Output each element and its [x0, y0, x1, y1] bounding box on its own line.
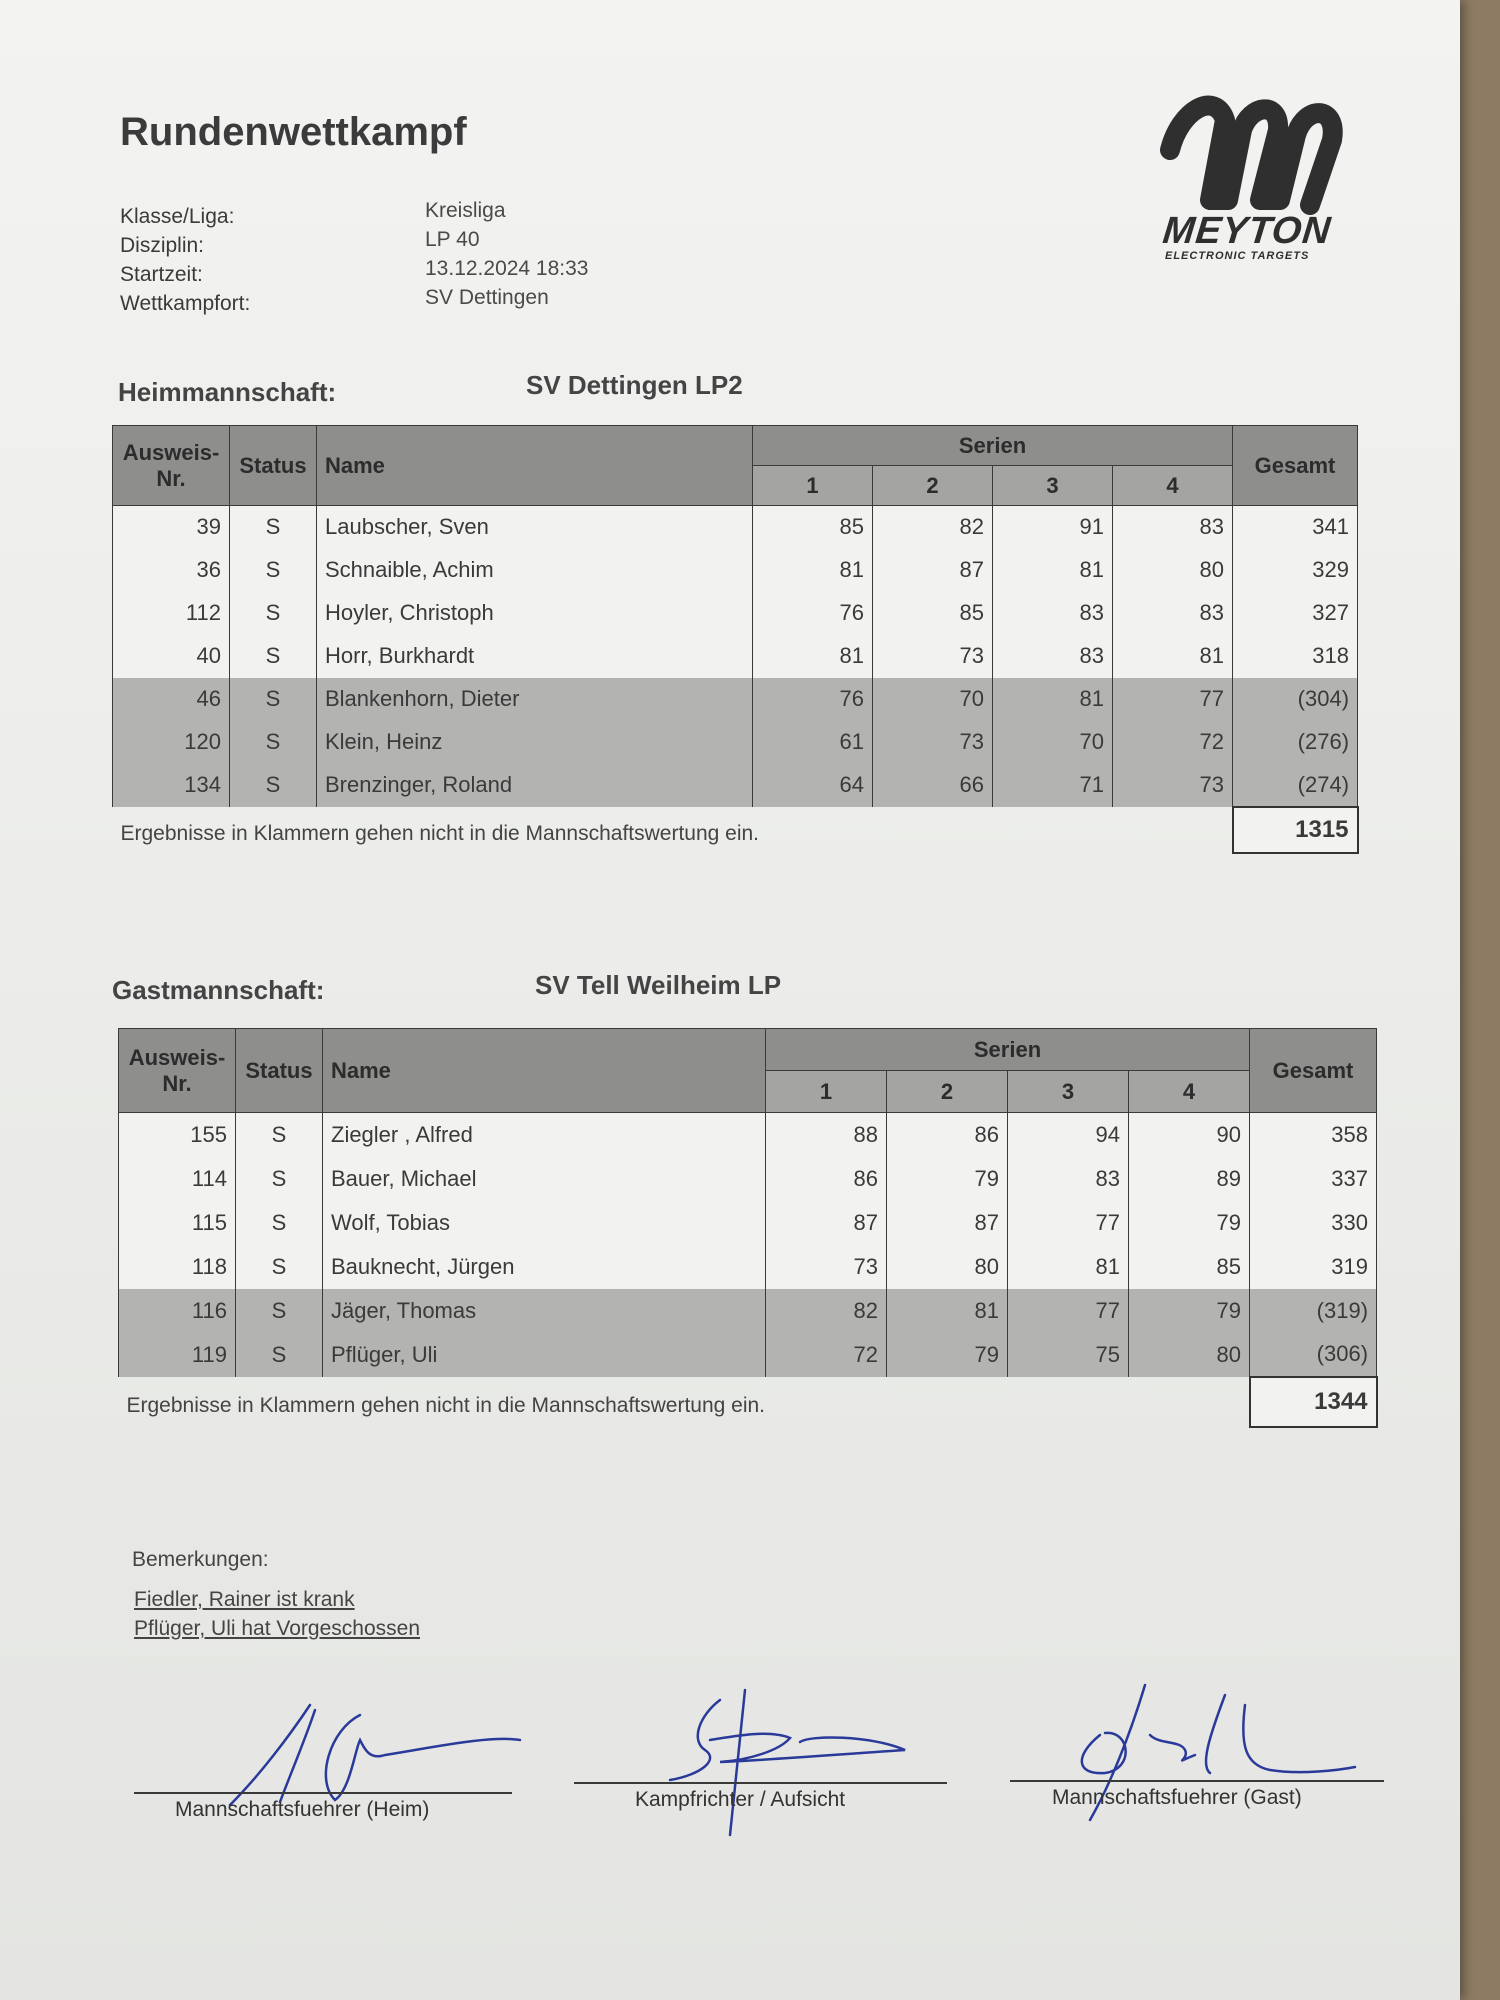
name-cell: Blankenhorn, Dieter: [317, 678, 753, 721]
serie-3-cell: 75: [1008, 1333, 1129, 1377]
name-cell: Hoyler, Christoph: [317, 592, 753, 635]
meta-value-venue: SV Dettingen: [425, 286, 549, 309]
serie-1-cell: 82: [766, 1289, 887, 1333]
serie-4-cell: 72: [1113, 721, 1233, 764]
table-row: [113, 549, 1358, 592]
serie-2-cell: 79: [887, 1157, 1008, 1201]
ausweis-nr-cell: 134: [113, 764, 230, 807]
name-cell: Bauer, Michael: [323, 1157, 766, 1201]
ausweis-nr-cell: 112: [113, 592, 230, 635]
home-note: Ergebnisse in Klammern gehen nicht in die Mannschaftswertung ein.: [120, 821, 760, 845]
serie-4-cell: 73: [1113, 764, 1233, 807]
guest-note: Ergebnisse in Klammern gehen nicht in die Mannschaftswertung ein.: [126, 1393, 766, 1417]
serie-3-cell: 94: [1008, 1113, 1129, 1157]
col-serie-2: 2: [887, 1071, 1008, 1113]
home-signature-line: [134, 1792, 512, 1794]
ausweis-nr-cell: 118: [119, 1245, 236, 1289]
ausweis-nr-cell: 155: [119, 1113, 236, 1157]
status-cell: S: [230, 764, 317, 807]
serie-4-cell: 85: [1129, 1245, 1250, 1289]
col-serien: Serien: [753, 426, 1233, 466]
serie-3-cell: 77: [1008, 1201, 1129, 1245]
serie-4-cell: 81: [1113, 635, 1233, 678]
total-cell: (276): [1233, 721, 1358, 764]
serie-1-cell: 81: [753, 635, 873, 678]
status-cell: S: [230, 721, 317, 764]
table-row: [113, 592, 1358, 635]
total-cell: 318: [1233, 635, 1358, 678]
guest-signature-line: [1010, 1780, 1384, 1782]
guest-results-body: [119, 1113, 1377, 1377]
name-cell: Klein, Heinz: [317, 721, 753, 764]
name-cell: Bauknecht, Jürgen: [323, 1245, 766, 1289]
referee-signature-line: [574, 1782, 947, 1784]
status-cell: S: [230, 678, 317, 721]
home-signature-label: Mannschaftsfuehrer (Heim): [175, 1798, 430, 1821]
serie-2-cell: 70: [873, 678, 993, 721]
name-cell: Horr, Burkhardt: [317, 635, 753, 678]
remark-line-2: Pflüger, Uli hat Vorgeschossen: [134, 1617, 421, 1640]
total-cell: (304): [1233, 678, 1358, 721]
status-cell: S: [236, 1157, 323, 1201]
serie-1-cell: 72: [766, 1333, 887, 1377]
guest-team-name: SV Tell Weilheim LP: [535, 970, 782, 1000]
guest-team-total: 1344: [1250, 1377, 1377, 1427]
status-cell: S: [230, 549, 317, 592]
serie-4-cell: 89: [1129, 1157, 1250, 1201]
meta-value-class: Kreisliga: [425, 199, 506, 222]
serie-4-cell: 79: [1129, 1201, 1250, 1245]
status-cell: S: [236, 1333, 323, 1377]
total-cell: 341: [1233, 506, 1358, 549]
serie-4-cell: 80: [1129, 1333, 1250, 1377]
home-team-total: 1315: [1233, 807, 1358, 853]
total-cell: 319: [1250, 1245, 1377, 1289]
col-ausweis-nr: Ausweis- Nr.: [119, 1029, 236, 1113]
serie-4-cell: 80: [1113, 549, 1233, 592]
ausweis-nr-cell: 115: [119, 1201, 236, 1245]
serie-3-cell: 70: [993, 721, 1113, 764]
col-serie-3: 3: [1008, 1071, 1129, 1113]
total-cell: 329: [1233, 549, 1358, 592]
col-status: Status: [230, 426, 317, 506]
serie-1-cell: 86: [766, 1157, 887, 1201]
serie-2-cell: 66: [873, 764, 993, 807]
serie-1-cell: 76: [753, 678, 873, 721]
table-row: [119, 1201, 1377, 1245]
serie-3-cell: 83: [993, 592, 1113, 635]
home-results-table: [112, 425, 1359, 854]
guest-team-label: Gastmannschaft:: [112, 975, 325, 1005]
serie-1-cell: 81: [753, 549, 873, 592]
serie-2-cell: 80: [887, 1245, 1008, 1289]
meta-key-start-time: Startzeit:: [120, 263, 203, 286]
table-row: [113, 721, 1358, 764]
total-cell: 358: [1250, 1113, 1377, 1157]
ausweis-nr-cell: 120: [113, 721, 230, 764]
serie-3-cell: 81: [1008, 1245, 1129, 1289]
table-row: [119, 1289, 1377, 1333]
status-cell: S: [236, 1245, 323, 1289]
col-name: Name: [323, 1029, 766, 1113]
logo-wordmark: MEYTON: [1160, 210, 1334, 252]
home-team-label: Heimmannschaft:: [118, 377, 337, 407]
home-results-body: [113, 506, 1358, 807]
serie-1-cell: 76: [753, 592, 873, 635]
serie-3-cell: 83: [1008, 1157, 1129, 1201]
serie-2-cell: 87: [873, 549, 993, 592]
table-row: [113, 678, 1358, 721]
ausweis-nr-cell: 114: [119, 1157, 236, 1201]
serie-1-cell: 87: [766, 1201, 887, 1245]
ausweis-nr-cell: 39: [113, 506, 230, 549]
serie-4-cell: 79: [1129, 1289, 1250, 1333]
col-gesamt: Gesamt: [1250, 1029, 1377, 1113]
col-serie-4: 4: [1129, 1071, 1250, 1113]
referee-signature: [630, 1680, 930, 1840]
serie-2-cell: 86: [887, 1113, 1008, 1157]
referee-signature-label: Kampfrichter / Aufsicht: [635, 1788, 846, 1811]
meta-value-discipline: LP 40: [425, 228, 480, 251]
status-cell: S: [236, 1201, 323, 1245]
name-cell: Laubscher, Sven: [317, 506, 753, 549]
col-ausweis-nr: Ausweis- Nr.: [113, 426, 230, 506]
serie-1-cell: 73: [766, 1245, 887, 1289]
serie-4-cell: 90: [1129, 1113, 1250, 1157]
ausweis-nr-cell: 46: [113, 678, 230, 721]
serie-2-cell: 73: [873, 635, 993, 678]
total-cell: 330: [1250, 1201, 1377, 1245]
total-cell: (274): [1233, 764, 1358, 807]
name-cell: Jäger, Thomas: [323, 1289, 766, 1333]
guest-signature-label: Mannschaftsfuehrer (Gast): [1052, 1786, 1302, 1809]
table-row: [113, 635, 1358, 678]
serie-1-cell: 88: [766, 1113, 887, 1157]
status-cell: S: [230, 506, 317, 549]
table-row: [119, 1333, 1377, 1377]
serie-3-cell: 81: [993, 549, 1113, 592]
remark-line-1: Fiedler, Rainer ist krank: [134, 1588, 355, 1611]
name-cell: Brenzinger, Roland: [317, 764, 753, 807]
ausweis-nr-cell: 119: [119, 1333, 236, 1377]
serie-2-cell: 73: [873, 721, 993, 764]
col-name: Name: [317, 426, 753, 506]
col-status: Status: [236, 1029, 323, 1113]
ausweis-nr-cell: 36: [113, 549, 230, 592]
serie-2-cell: 85: [873, 592, 993, 635]
serie-4-cell: 83: [1113, 592, 1233, 635]
status-cell: S: [236, 1289, 323, 1333]
table-row: [119, 1245, 1377, 1289]
total-cell: (306): [1250, 1333, 1377, 1377]
serie-4-cell: 83: [1113, 506, 1233, 549]
total-cell: 327: [1233, 592, 1358, 635]
serie-3-cell: 91: [993, 506, 1113, 549]
logo-tagline: ELECTRONIC TARGETS: [1165, 250, 1310, 262]
meta-key-class: Klasse/Liga:: [120, 205, 235, 228]
col-serien: Serien: [766, 1029, 1250, 1071]
remarks-label: Bemerkungen:: [132, 1548, 269, 1571]
col-serie-3: 3: [993, 466, 1113, 506]
home-team-name: SV Dettingen LP2: [526, 370, 743, 400]
serie-2-cell: 81: [887, 1289, 1008, 1333]
serie-3-cell: 71: [993, 764, 1113, 807]
col-serie-1: 1: [753, 466, 873, 506]
meta-value-start-time: 13.12.2024 18:33: [425, 257, 589, 280]
name-cell: Pflüger, Uli: [323, 1333, 766, 1377]
serie-2-cell: 82: [873, 506, 993, 549]
total-cell: 337: [1250, 1157, 1377, 1201]
name-cell: Schnaible, Achim: [317, 549, 753, 592]
status-cell: S: [230, 635, 317, 678]
serie-3-cell: 83: [993, 635, 1113, 678]
serie-2-cell: 87: [887, 1201, 1008, 1245]
serie-1-cell: 64: [753, 764, 873, 807]
serie-3-cell: 81: [993, 678, 1113, 721]
status-cell: S: [230, 592, 317, 635]
table-row: [119, 1157, 1377, 1201]
col-serie-2: 2: [873, 466, 993, 506]
table-row: [113, 506, 1358, 549]
name-cell: Ziegler , Alfred: [323, 1113, 766, 1157]
col-serie-1: 1: [766, 1071, 887, 1113]
serie-3-cell: 77: [1008, 1289, 1129, 1333]
serie-1-cell: 61: [753, 721, 873, 764]
col-gesamt: Gesamt: [1233, 426, 1358, 506]
meta-key-venue: Wettkampfort:: [120, 292, 251, 315]
guest-results-table: [118, 1028, 1378, 1428]
page-title: Rundenwettkampf: [120, 110, 467, 154]
meta-key-discipline: Disziplin:: [120, 234, 205, 257]
serie-4-cell: 77: [1113, 678, 1233, 721]
serie-1-cell: 85: [753, 506, 873, 549]
ausweis-nr-cell: 40: [113, 635, 230, 678]
table-row: [119, 1113, 1377, 1157]
serie-2-cell: 79: [887, 1333, 1008, 1377]
name-cell: Wolf, Tobias: [323, 1201, 766, 1245]
status-cell: S: [236, 1113, 323, 1157]
total-cell: (319): [1250, 1289, 1377, 1333]
table-row: [113, 764, 1358, 807]
ausweis-nr-cell: 116: [119, 1289, 236, 1333]
col-serie-4: 4: [1113, 466, 1233, 506]
